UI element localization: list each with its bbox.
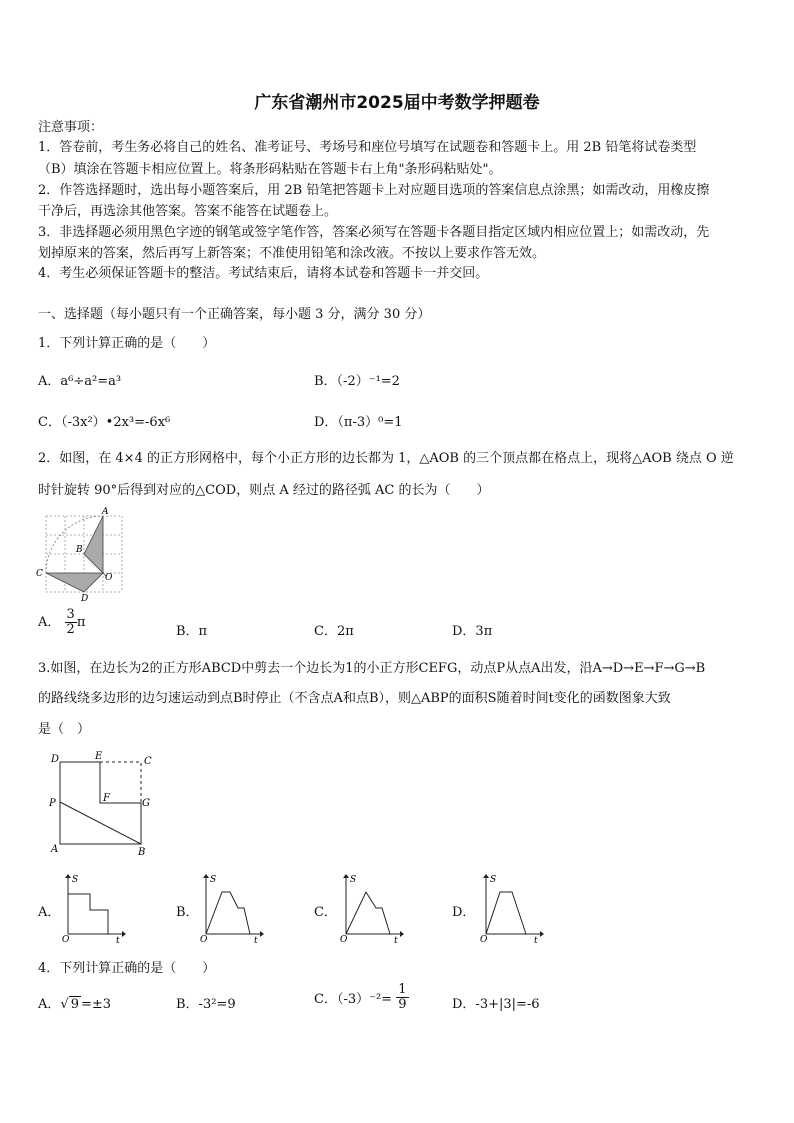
q2-option-c: C．2π — [314, 624, 354, 639]
question-2-line: 2．如图，在 4×4 的正方形网格中，每个小正方形的边长都为 1，△AOB 的三个顶点都在格点上，现将△AOB 绕点 O 逆 — [38, 451, 734, 466]
q3-option-b-label: B． — [176, 905, 199, 920]
label-f: F — [103, 793, 110, 804]
label-d: D — [51, 754, 60, 765]
svg-text:t: t — [394, 936, 398, 944]
label-d: D — [81, 594, 89, 604]
question-1-stem: 1．下列计算正确的是（ ） — [38, 336, 216, 351]
triangle-cod — [46, 573, 103, 592]
svg-text:S: S — [350, 875, 357, 885]
section-heading: 一、选择题（每小题只有一个正确答案，每小题 3 分，满分 30 分） — [38, 307, 431, 322]
q3-option-c-graph — [338, 872, 408, 944]
rotation-grid-figure — [34, 504, 130, 604]
question-3-line: 的路线绕多边形的边匀速运动到点B时停止（不含点A和点B），则△ABP的面积S随着时间t变化的函数图象大致 — [38, 691, 671, 706]
triangle-aob — [84, 516, 103, 573]
label-a: A — [51, 844, 59, 855]
question-3-line: 3.如图，在边长为2的正方形ABCD中剪去一个边长为1的小正方形CEFG，动点P从点A出发，沿A→D→E→F→G→B — [38, 661, 706, 676]
question-4-stem: 4．下列计算正确的是（ ） — [38, 961, 216, 976]
q1-option-d: D．（π-3）⁰=1 — [314, 415, 403, 430]
svg-text:S: S — [210, 875, 217, 885]
question-3-line: 是（ ） — [38, 722, 91, 737]
svg-text:O: O — [200, 935, 208, 944]
notice-line: 划掉原来的答案，然后再写上新答案；不准使用铅笔和涂改液。不按以上要求作答无效。 — [38, 246, 546, 261]
page-title: 广东省潮州市2025届中考数学押题卷 — [254, 93, 540, 113]
label-a: A — [102, 507, 109, 517]
label-b: B — [138, 847, 146, 858]
q2-option-a: A． $\frac{3}{2}$ π — [38, 607, 86, 637]
q3-option-d-graph — [478, 872, 548, 944]
notice-line: 1．答卷前，考生务必将自己的姓名、准考证号、考场号和座位号填写在试题卷和答题卡上。用 2B 铅笔将试卷类型 — [38, 140, 697, 155]
q1-option-c: C．（-3x²）•2x³=-6x⁶ — [38, 415, 171, 430]
notice-line: 干净后，再选涂其他答案。答案不能答在试题卷上。 — [38, 204, 338, 219]
question-2-line: 时针旋转 90°后得到对应的△COD，则点 A 经过的路径弧 AC 的长为（ ） — [38, 483, 490, 498]
q3-option-c-label: C． — [314, 905, 337, 920]
q3-option-a-label: A． — [38, 905, 61, 920]
svg-text:O: O — [340, 935, 348, 944]
label-p: P — [49, 798, 56, 809]
q4-option-a: A．√ 9 =±3 — [38, 997, 112, 1012]
q4-option-d: D．-3+|3|=-6 — [452, 997, 540, 1012]
svg-text:t: t — [534, 936, 538, 944]
q2-option-d: D．3π — [452, 624, 493, 639]
notice-line: 3．非选择题必须用黑色字迹的钢笔或签字笔作答，答案必须写在答题卡各题目指定区域内相应位置上；如需改动，先 — [38, 225, 710, 240]
svg-text:S: S — [490, 875, 497, 885]
label-g: G — [142, 798, 150, 809]
q4-option-c: C．（-3）⁻²= $\frac{1}{9}$ — [314, 982, 407, 1012]
notice-line: （B）填涂在答题卡相应位置上。将条形码粘贴在答题卡右上角"条形码粘贴处"。 — [38, 162, 502, 177]
label-c: C — [144, 756, 152, 767]
label-e: E — [95, 751, 103, 762]
q2-option-b: B．π — [176, 624, 208, 639]
label-o: O — [105, 573, 113, 583]
svg-text:t: t — [254, 936, 258, 944]
q4-option-b: B．-3²=9 — [176, 997, 236, 1012]
svg-text:O: O — [62, 935, 70, 944]
q3-option-b-graph — [198, 872, 268, 944]
svg-text:O: O — [480, 935, 488, 944]
q1-option-a: A．a⁶÷a²=a³ — [38, 374, 122, 389]
fraction: $\frac{3}{2}$ — [66, 607, 75, 637]
notice-heading: 注意事项： — [38, 120, 104, 135]
q3-option-d-label: D． — [452, 905, 476, 920]
svg-text:S: S — [72, 875, 79, 885]
notice-line: 2．作答选择题时，选出每小题答案后，用 2B 铅笔把答题卡上对应题目选项的答案信息点涂黑；如需改动，用橡皮擦 — [38, 183, 710, 198]
q3-option-a-graph — [60, 872, 130, 944]
q1-option-b: B．（-2）⁻¹=2 — [314, 374, 400, 389]
square-figure — [44, 748, 164, 860]
label-b: B — [76, 545, 83, 555]
svg-text:t: t — [116, 936, 120, 944]
fraction: $\frac{1}{9}$ — [398, 982, 407, 1012]
label-c: C — [36, 569, 43, 579]
notice-line: 4．考生必须保证答题卡的整洁。考试结束后，请将本试卷和答题卡一并交回。 — [38, 266, 489, 281]
